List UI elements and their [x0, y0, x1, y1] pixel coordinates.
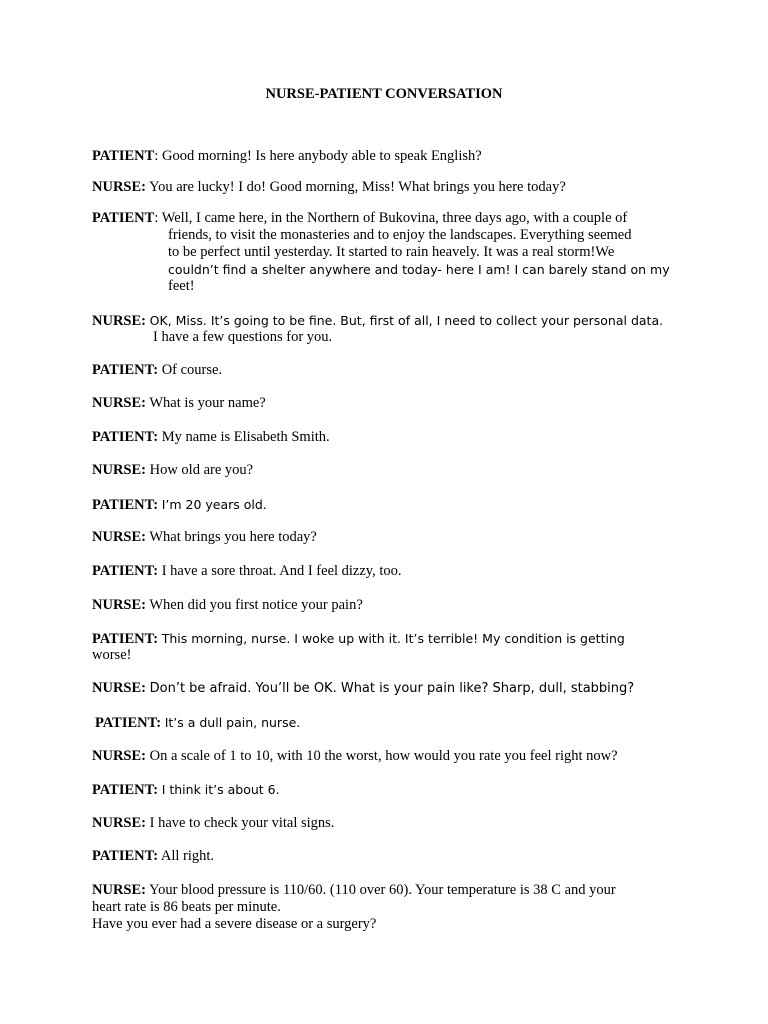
dialogue-continuation: to be perfect until yesterday. It started to rain heavely. It was a real storm!We: [168, 244, 615, 260]
speaker-label: PATIENT: [92, 210, 155, 226]
speaker-label: PATIENT: [92, 148, 155, 164]
dialogue-line: [92, 429, 330, 446]
dialogue-line: [92, 462, 253, 479]
dialogue-text: When did you first notice your pain?: [149, 597, 363, 613]
speaker-label: NURSE:: [92, 815, 146, 831]
speaker-label: PATIENT:: [92, 782, 159, 798]
dialogue-text: Well, I came here, in the Northern of Bukovina, three days ago, with a couple of: [161, 210, 628, 226]
dialogue-text: You are lucky! I do! Good morning, Miss! What brings you here today?: [149, 179, 566, 195]
dialogue-text: I have a sore throat. And I feel dizzy, too.: [161, 563, 402, 579]
document-title: NURSE-PATIENT CONVERSATION: [265, 86, 503, 102]
dialogue-text: Your blood pressure is 110/60. (110 over 60). Your temperature is 38 C and your: [149, 882, 616, 898]
dialogue-text: What brings you here today?: [149, 529, 317, 545]
speaker-label: NURSE:: [92, 882, 146, 898]
dialogue-line: [92, 815, 334, 832]
dialogue-line: [92, 781, 280, 799]
dialogue-line: [92, 597, 363, 614]
dialogue-line: [92, 748, 618, 765]
dialogue-line: [92, 496, 267, 514]
dialogue-text: OK, Miss. It’s going to be fine. But, first of all, I need to collect your personal data.: [149, 313, 664, 328]
speaker-label: PATIENT:: [92, 362, 159, 378]
dialogue-text: What is your name?: [149, 395, 266, 411]
dialogue-continuation: Have you ever had a severe disease or a surgery?: [92, 916, 377, 932]
dialogue-continuation: feet!: [168, 278, 195, 294]
dialogue-line: [92, 179, 566, 196]
dialogue-line: [92, 680, 634, 697]
speaker-label: NURSE:: [92, 597, 146, 613]
dialogue-continuation: heart rate is 86 beats per minute.: [92, 899, 281, 915]
dialogue-line: [92, 395, 266, 412]
speaker-label: PATIENT:: [95, 715, 162, 731]
dialogue-text: My name is Elisabeth Smith.: [161, 429, 330, 445]
speaker-label: NURSE:: [92, 179, 146, 195]
dialogue-text: I’m 20 years old.: [161, 497, 267, 512]
dialogue-line: [92, 848, 214, 865]
dialogue-line: [95, 714, 300, 732]
dialogue-line: PATIENT: Well, I came here, in the Northern of Bukovina, three days ago, with a couple of: [92, 210, 628, 226]
dialogue-text: Good morning! Is here anybody able to speak English?: [161, 148, 482, 164]
speaker-label: NURSE:: [92, 748, 146, 764]
speaker-label: NURSE:: [92, 529, 146, 545]
dialogue-text: This morning, nurse. I woke up with it. It’s terrible! My condition is getting: [161, 631, 625, 646]
dialogue-text: All right.: [160, 848, 215, 864]
dialogue-continuation: couldn’t find a shelter anywhere and today- here I am! I can barely stand on my: [168, 262, 670, 277]
dialogue-text: On a scale of 1 to 10, with 10 the worst, how would you rate you feel right now?: [149, 748, 618, 764]
speaker-label: PATIENT:: [92, 563, 159, 579]
dialogue-continuation: friends, to visit the monasteries and to enjoy the landscapes. Everything seemed: [168, 227, 632, 243]
dialogue-line: [92, 563, 402, 580]
speaker-label: NURSE:: [92, 680, 146, 696]
dialogue-line: PATIENT: Good morning! Is here anybody able to speak English?: [92, 148, 482, 164]
speaker-label: NURSE:: [92, 462, 146, 478]
dialogue-line: [92, 630, 625, 648]
dialogue-text: Don’t be afraid. You’ll be OK. What is your pain like? Sharp, dull, stabbing?: [149, 681, 635, 696]
dialogue-text: How old are you?: [149, 462, 254, 478]
dialogue-text: I have to check your vital signs.: [149, 815, 335, 831]
speaker-label: PATIENT:: [92, 497, 159, 513]
speaker-label: PATIENT:: [92, 848, 159, 864]
dialogue-text: Of course.: [161, 362, 223, 378]
speaker-label: PATIENT:: [92, 631, 159, 647]
dialogue-line: [92, 529, 317, 546]
dialogue-line: [92, 882, 616, 899]
dialogue-text: It’s a dull pain, nurse.: [164, 715, 301, 730]
dialogue-continuation: I have a few questions for you.: [153, 329, 333, 345]
dialogue-line: [92, 362, 222, 379]
dialogue-continuation: worse!: [92, 647, 132, 663]
speaker-label: PATIENT:: [92, 429, 159, 445]
speaker-label: NURSE:: [92, 313, 146, 329]
speaker-label: NURSE:: [92, 395, 146, 411]
dialogue-line: [92, 312, 663, 330]
dialogue-text: I think it’s about 6.: [161, 782, 280, 797]
